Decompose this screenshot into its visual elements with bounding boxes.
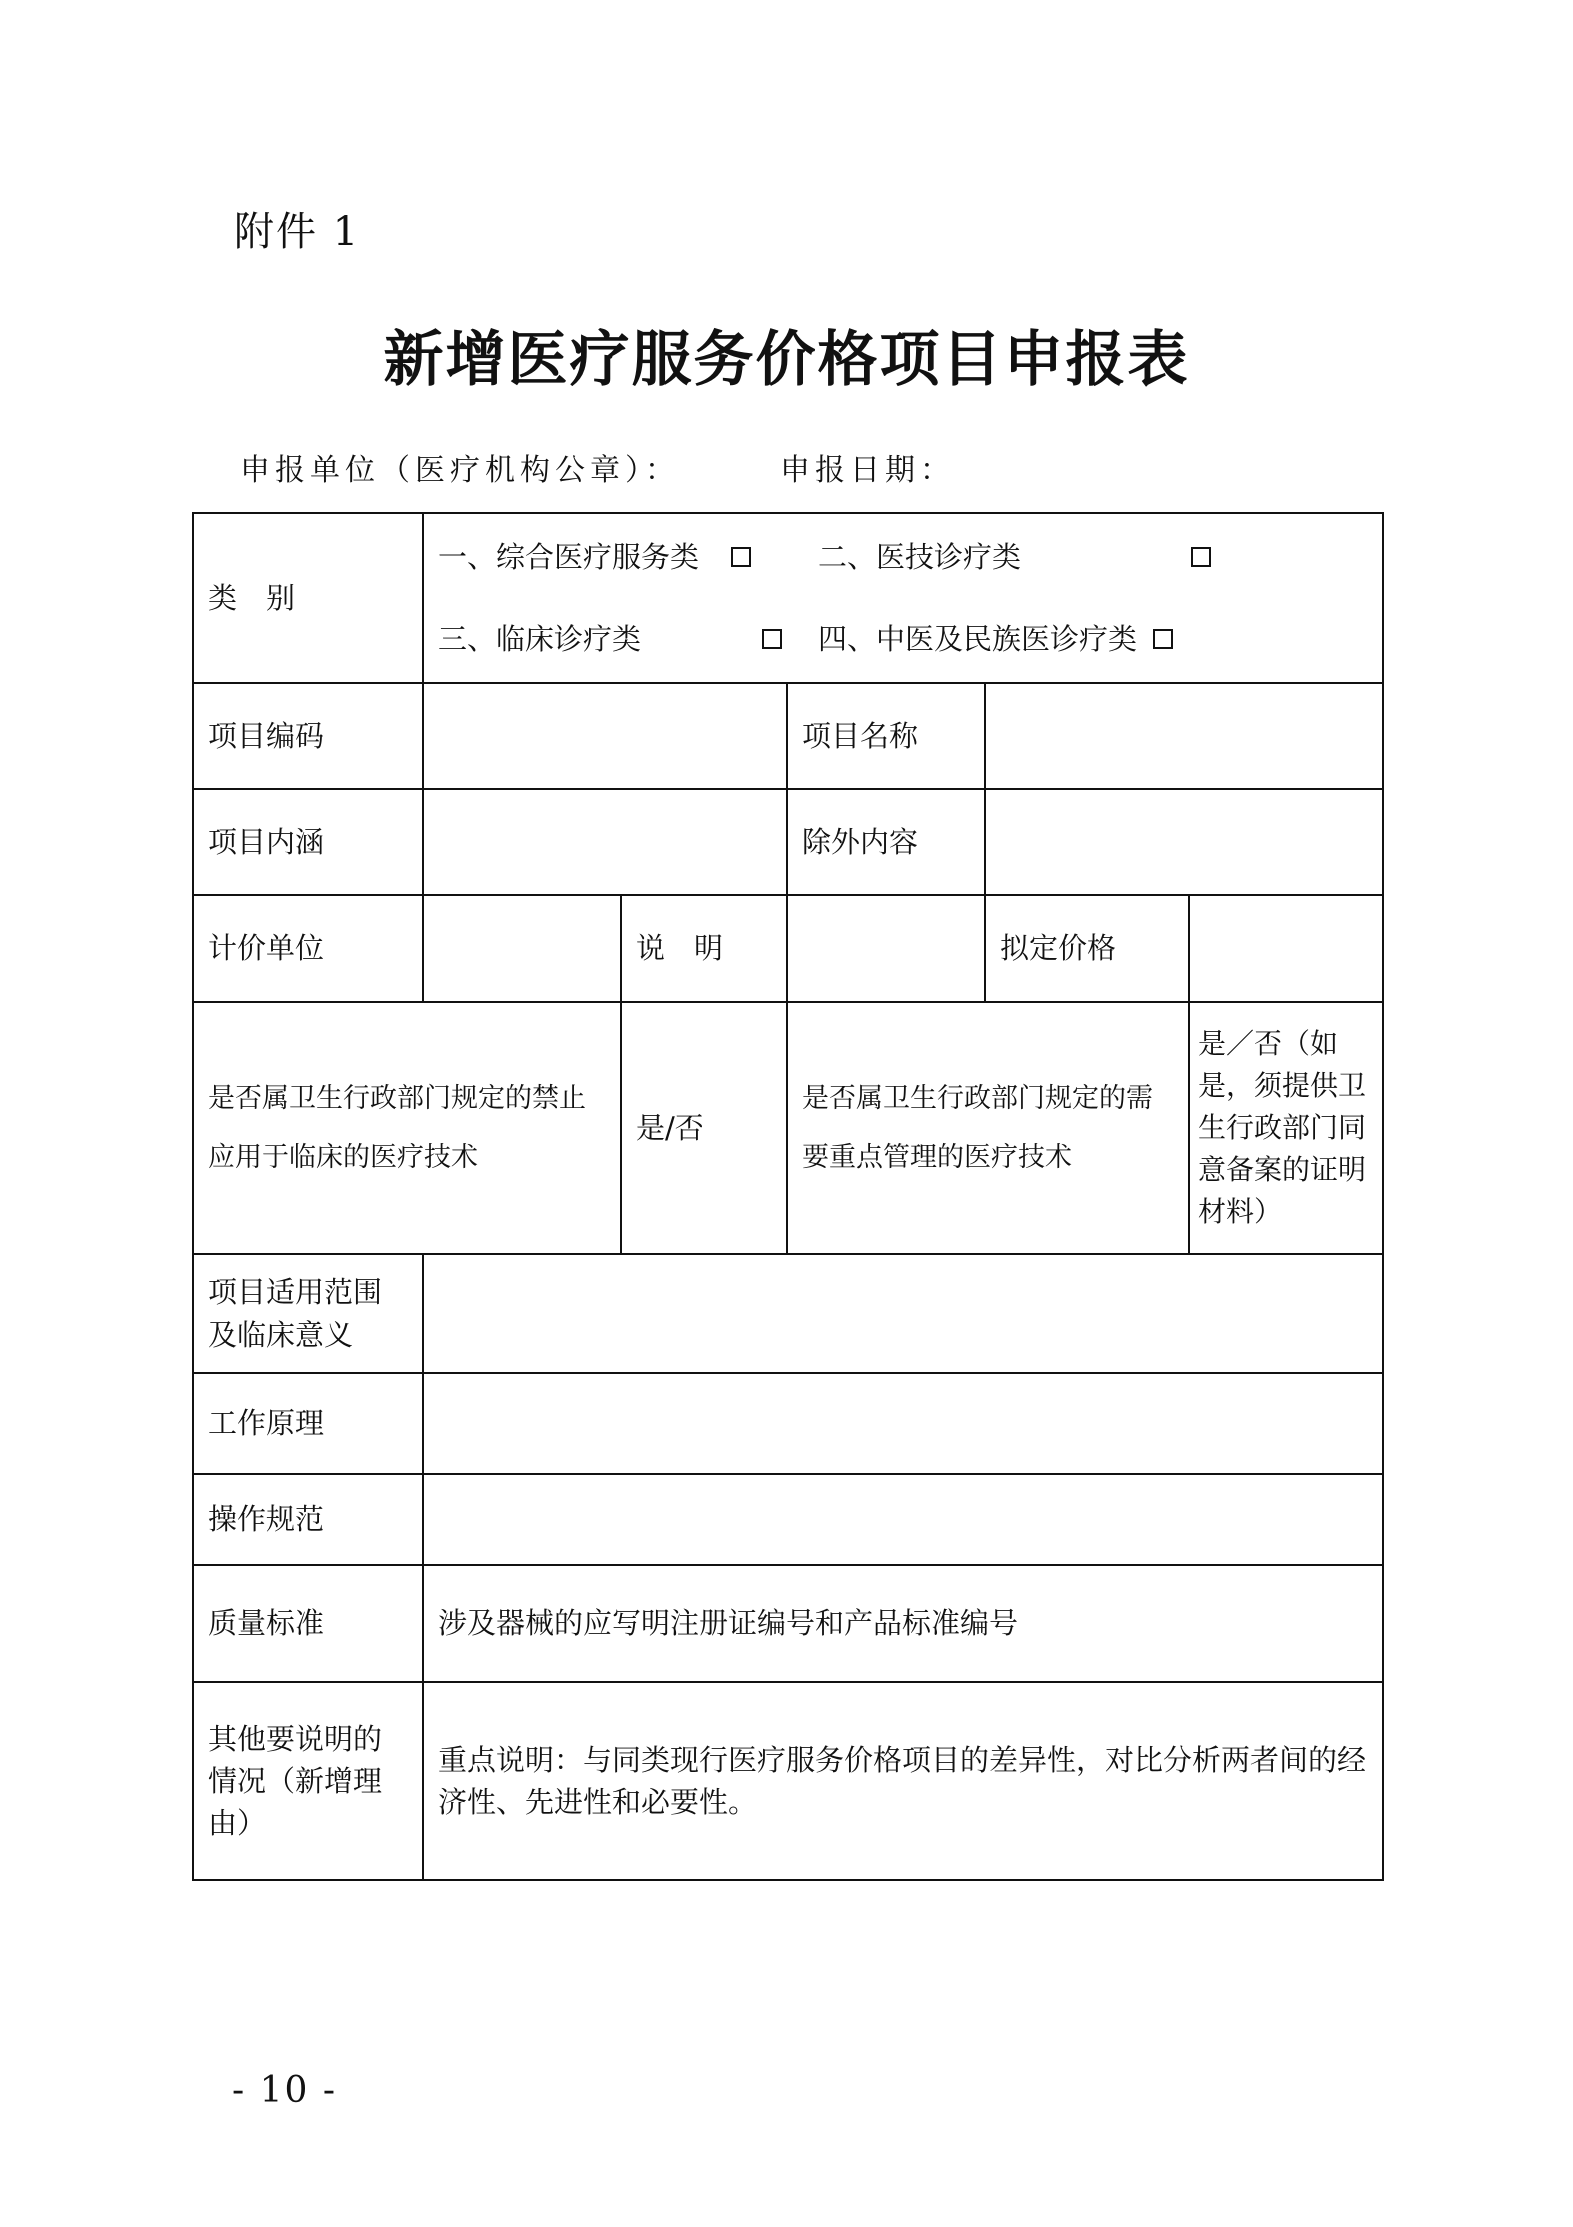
pricing-unit-label: 计价单位 — [193, 895, 423, 1002]
other-value[interactable]: 重点说明：与同类现行医疗服务价格项目的差异性，对比分析两者间的经济性、先进性和必要性。 — [423, 1682, 1383, 1880]
exclusion-cell[interactable] — [985, 789, 1383, 895]
application-date-label: 申报日期： — [780, 453, 955, 488]
project-code-cell[interactable] — [423, 683, 787, 789]
project-code-label: 项目编码 — [193, 683, 423, 789]
checkbox-icon[interactable] — [1191, 547, 1211, 567]
note-cell[interactable] — [787, 895, 985, 1002]
code-name-row — [193, 683, 1383, 789]
applicant-unit-label: 申报单位（医疗机构公章）： — [240, 453, 680, 488]
quality-row — [193, 1565, 1383, 1682]
proposed-price-label: 拟定价格 — [985, 895, 1189, 1002]
attachment-label: 附件 1 — [234, 209, 361, 255]
category-option-3[interactable] — [438, 618, 818, 660]
application-form-table — [192, 512, 1384, 1881]
category-option-1[interactable] — [438, 536, 818, 578]
content-row — [193, 789, 1383, 895]
category-option-3-label: 三、临床诊疗类 — [438, 621, 642, 656]
pricing-unit-cell[interactable] — [423, 895, 621, 1002]
technology-row — [193, 1002, 1383, 1254]
pricing-row — [193, 895, 1383, 1002]
checkbox-icon[interactable] — [1153, 629, 1173, 649]
proposed-price-cell[interactable] — [1189, 895, 1383, 1002]
exclusion-label: 除外内容 — [787, 789, 985, 895]
project-content-label: 项目内涵 — [193, 789, 423, 895]
banned-tech-label: 是否属卫生行政部门规定的禁止应用于临床的医疗技术 — [193, 1002, 621, 1254]
principle-row — [193, 1373, 1383, 1474]
category-option-2-label: 二、医技诊疗类 — [818, 539, 1022, 574]
category-option-4[interactable] — [818, 618, 1173, 660]
banned-tech-value[interactable]: 是/否 — [621, 1002, 787, 1254]
scope-cell[interactable] — [423, 1254, 1383, 1373]
operation-label: 操作规范 — [193, 1474, 423, 1565]
page-number: - 10 - — [232, 2070, 338, 2111]
category-options — [423, 513, 1383, 683]
other-label: 其他要说明的情况（新增理由） — [193, 1682, 423, 1880]
category-row — [193, 513, 1383, 683]
checkbox-icon[interactable] — [762, 629, 782, 649]
principle-label: 工作原理 — [193, 1373, 423, 1474]
category-label: 类 别 — [193, 513, 423, 683]
quality-value[interactable]: 涉及器械的应写明注册证编号和产品标准编号 — [423, 1565, 1383, 1682]
scope-row — [193, 1254, 1383, 1373]
key-tech-label: 是否属卫生行政部门规定的需要重点管理的医疗技术 — [787, 1002, 1189, 1254]
quality-label: 质量标准 — [193, 1565, 423, 1682]
project-name-cell[interactable] — [985, 683, 1383, 789]
operation-cell[interactable] — [423, 1474, 1383, 1565]
page-title: 新增医疗服务价格项目申报表 — [383, 325, 1190, 395]
project-content-cell[interactable] — [423, 789, 787, 895]
project-name-label: 项目名称 — [787, 683, 985, 789]
category-option-4-label: 四、中医及民族医诊疗类 — [818, 621, 1138, 656]
checkbox-icon[interactable] — [731, 547, 751, 567]
category-option-2[interactable] — [818, 536, 1211, 578]
category-line-1 — [438, 532, 1368, 582]
key-tech-value[interactable]: 是／否（如是，须提供卫生行政部门同意备案的证明材料） — [1189, 1002, 1383, 1254]
operation-row — [193, 1474, 1383, 1565]
other-row — [193, 1682, 1383, 1880]
category-option-1-label: 一、综合医疗服务类 — [438, 539, 700, 574]
scope-label: 项目适用范围及临床意义 — [193, 1254, 423, 1373]
note-label: 说 明 — [621, 895, 787, 1002]
category-line-2 — [438, 614, 1368, 664]
principle-cell[interactable] — [423, 1373, 1383, 1474]
